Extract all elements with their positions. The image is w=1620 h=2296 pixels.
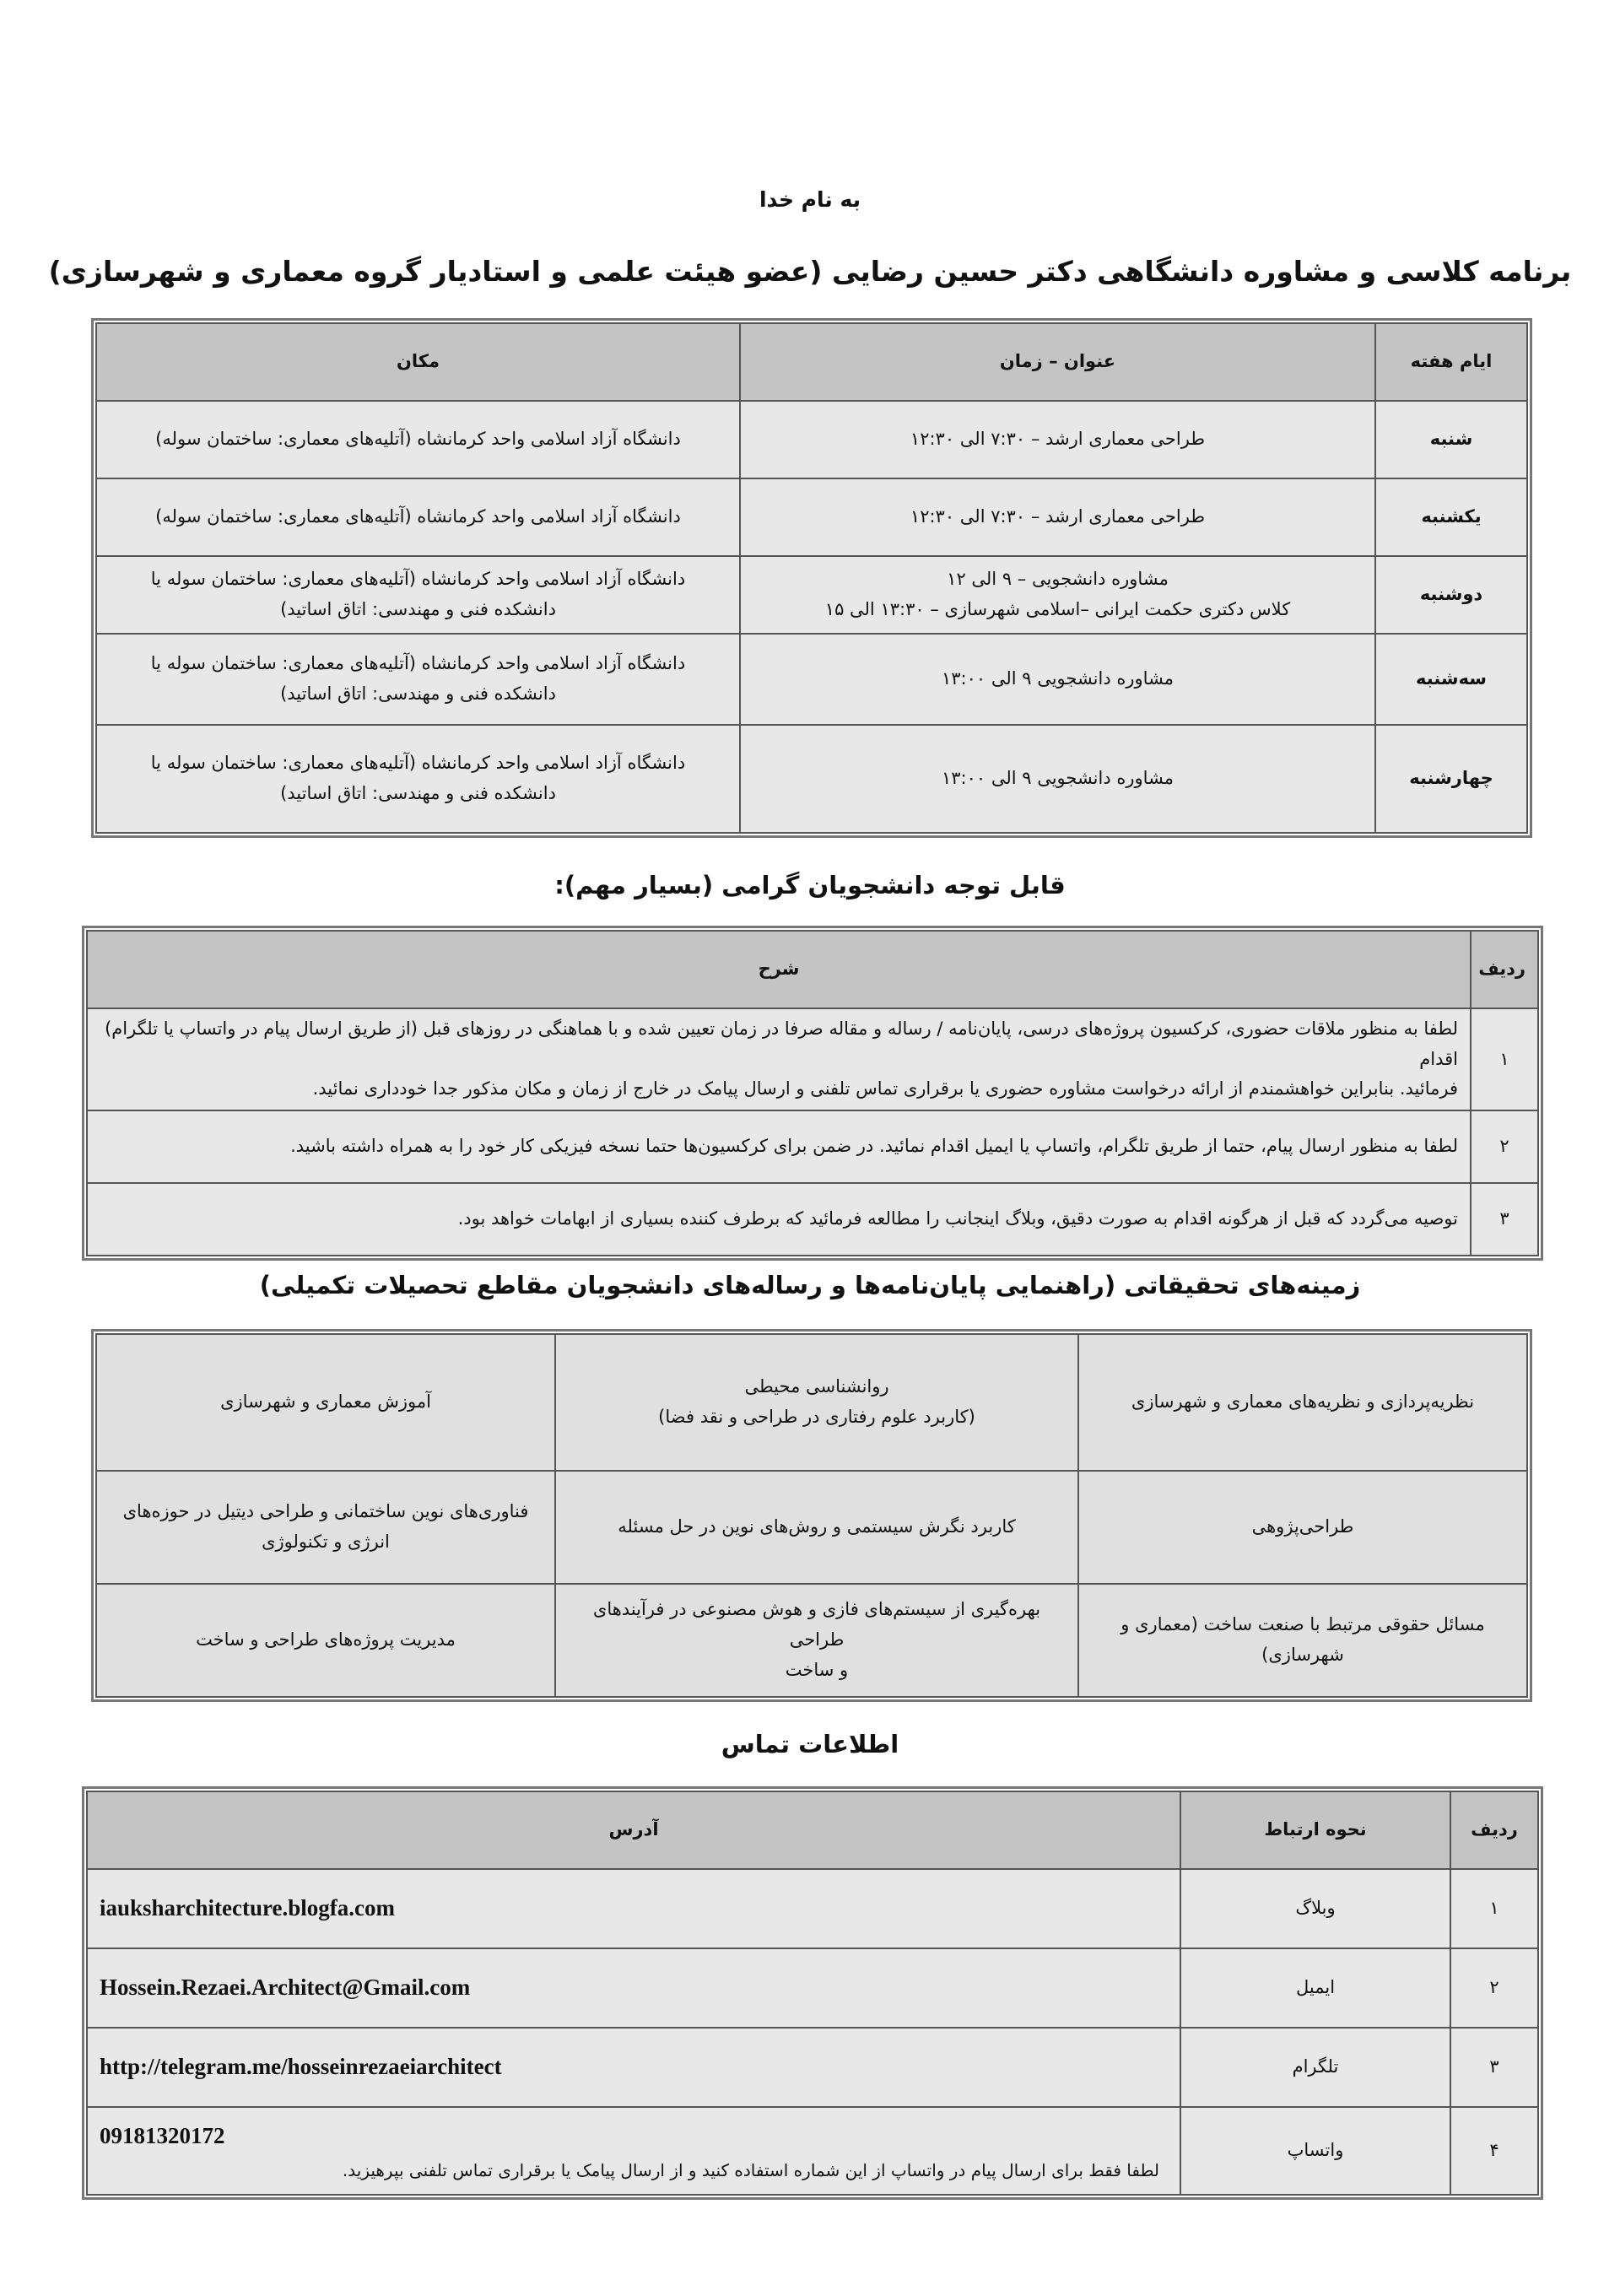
notes-desc — [87, 1008, 1471, 1110]
contact-row — [87, 1948, 1538, 2028]
research-topic-line: مسائل حقوقی مرتبط با صنعت ساخت (معماری و — [1120, 1614, 1485, 1635]
schedule-place-line: دانشکده فنی و مهندسی: اتاق اساتید) — [280, 599, 556, 619]
schedule-title-time — [740, 401, 1375, 478]
research-topic-line: و ساخت — [785, 1659, 849, 1680]
contact-note: لطفا فقط برای ارسال پیام در واتساپ از این شماره استفاده کنید و از ارسال پیامک یا برقراری تماس تلفنی بپرهیزید. — [342, 2159, 1159, 2180]
notes-index: ۳ — [1471, 1183, 1538, 1256]
schedule-title-time-line: مشاوره دانشجویی ۹ الی ۱۳:۰۰ — [941, 668, 1174, 689]
notes-header-row — [87, 931, 1538, 1008]
contact-address-value[interactable]: iauksharchitecture.blogfa.com — [100, 1895, 395, 1921]
schedule-place-line: دانشگاه آزاد اسلامی واحد کرمانشاه (آتلیه‌های معماری: ساختمان سوله) — [155, 429, 681, 450]
contact-header-row — [87, 1791, 1538, 1869]
schedule-title-time-line: طراحی معماری ارشد – ۷:۳۰ الی ۱۲:۳۰ — [910, 429, 1206, 450]
schedule-place — [96, 634, 740, 725]
schedule-place — [96, 478, 740, 556]
research-row — [96, 1334, 1527, 1471]
schedule-day: سه‌شنبه — [1375, 634, 1527, 725]
contact-table — [86, 1791, 1539, 2196]
research-topic-line: کاربرد نگرش سیستمی و روش‌های نوین در حل مسئله — [618, 1516, 1016, 1537]
schedule-title-time-line: مشاوره دانشجویی ۹ الی ۱۳:۰۰ — [941, 768, 1174, 789]
research-topic-line: فناوری‌های نوین ساختمانی و طراحی دیتیل در حوزه‌های — [122, 1501, 529, 1522]
research-topic — [96, 1334, 555, 1471]
header-index: ردیف — [1471, 931, 1538, 1008]
notes-title: قابل توجه دانشجویان گرامی (بسیار مهم): — [554, 871, 1066, 899]
schedule-place-line: دانشکده فنی و مهندسی: اتاق اساتید) — [280, 683, 556, 704]
contact-row — [87, 1869, 1538, 1948]
research-topic-line: طراحی‌پژوهی — [1251, 1516, 1354, 1537]
notes-row — [87, 1008, 1538, 1110]
research-topic-line: آموزش معماری و شهرسازی — [220, 1391, 431, 1413]
schedule-day: دوشنبه — [1375, 556, 1527, 634]
notes-desc-line: توصیه می‌گردد که قبل از هرگونه اقدام به صورت دقیق، وبلاگ اینجانب را مطالعه فرمائید که برطرف کننده بسیاری از ابهامات خواهد بود. — [457, 1208, 1458, 1229]
header-address: آدرس — [87, 1791, 1180, 1869]
contact-title: اطلاعات تماس — [721, 1730, 899, 1758]
notes-desc-line: فرمائید. بنابراین خواهشمندم از ارائه درخواست مشاوره حضوری یا برقراری تماس تلفنی و ارسال پیامک در خارج از زمان و مکان مذکور جدا خودداری نمائید. — [312, 1078, 1458, 1099]
schedule-day: چهارشنبه — [1375, 725, 1527, 833]
contact-index: ۴ — [1450, 2107, 1538, 2195]
schedule-title-time — [740, 725, 1375, 833]
research-topic-line: بهره‌گیری از سیستم‌های فازی و هوش مصنوعی در فرآیندهای طراحی — [592, 1599, 1041, 1650]
research-topic — [555, 1334, 1078, 1471]
basmala: به نام خدا — [759, 187, 861, 212]
contact-address-value[interactable]: 09181320172 — [100, 2123, 225, 2149]
header-day: ایام هفته — [1375, 323, 1527, 401]
research-row — [96, 1584, 1527, 1697]
notes-desc-line: لطفا به منظور ملاقات حضوری، کرکسیون پروژه‌های درسی، پایان‌نامه / رساله و مقاله صرفا در زمان تعیین شده و با هماهنگی در روزهای قبل (از طریق ارسال پیام در واتساپ یا تلگرام) اقدام — [105, 1018, 1458, 1069]
contact-index: ۱ — [1450, 1869, 1538, 1948]
schedule-place — [96, 556, 740, 634]
schedule-place — [96, 725, 740, 833]
research-topic-line: انرژی و تکنولوژی — [262, 1532, 390, 1552]
schedule-title-time-line: کلاس دکتری حکمت ایرانی –اسلامی شهرسازی – ۱۳:۳۰ الی ۱۵ — [824, 599, 1291, 619]
contact-index: ۳ — [1450, 2028, 1538, 2107]
header-place: مکان — [96, 323, 740, 401]
contact-address-value[interactable]: http://telegram.me/hosseinrezaeiarchitect — [100, 2054, 502, 2080]
schedule-row — [96, 725, 1527, 833]
schedule-place-line: دانشگاه آزاد اسلامی واحد کرمانشاه (آتلیه‌های معماری: ساختمان سوله یا — [150, 753, 686, 774]
header-method: نحوه ارتباط — [1180, 1791, 1450, 1869]
research-table — [95, 1333, 1528, 1698]
schedule-header-row — [96, 323, 1527, 401]
schedule-place-line: دانشکده فنی و مهندسی: اتاق اساتید) — [280, 783, 556, 803]
schedule-title-time — [740, 478, 1375, 556]
header-index: ردیف — [1450, 1791, 1538, 1869]
schedule-place — [96, 401, 740, 478]
contact-address[interactable] — [87, 2107, 1180, 2195]
research-topic — [1078, 1471, 1527, 1584]
research-row — [96, 1471, 1527, 1584]
schedule-row — [96, 556, 1527, 634]
research-title: زمینه‌های تحقیقاتی (راهنمایی پایان‌نامه‌ها و رساله‌های دانشجویان مقاطع تحصیلات تکمیلی) — [259, 1271, 1361, 1299]
research-topic — [1078, 1584, 1527, 1697]
research-topic-line: نظریه‌پردازی و نظریه‌های معماری و شهرسازی — [1131, 1391, 1475, 1413]
page-title: برنامه کلاسی و مشاوره دانشگاهی دکتر حسین رضایی (عضو هیئت علمی و استادیار گروه معماری و شهرسازی) — [48, 255, 1572, 288]
research-topic — [96, 1471, 555, 1584]
header-title-time: عنوان – زمان — [740, 323, 1375, 401]
schedule-title-time-line: طراحی معماری ارشد – ۷:۳۰ الی ۱۲:۳۰ — [910, 506, 1206, 527]
schedule-day: یکشنبه — [1375, 478, 1527, 556]
notes-desc — [87, 1183, 1471, 1256]
contact-index: ۲ — [1450, 1948, 1538, 2028]
research-topic-line: مدیریت پروژه‌های طراحی و ساخت — [196, 1629, 456, 1650]
contact-method: ایمیل — [1180, 1948, 1450, 2028]
contact-address[interactable] — [87, 1869, 1180, 1948]
notes-desc — [87, 1110, 1471, 1183]
notes-index: ۱ — [1471, 1008, 1538, 1110]
research-topic — [96, 1584, 555, 1697]
schedule-place-line: دانشگاه آزاد اسلامی واحد کرمانشاه (آتلیه‌های معماری: ساختمان سوله) — [155, 506, 681, 527]
schedule-title-time-line: مشاوره دانشجویی – ۹ الی ۱۲ — [947, 569, 1169, 590]
schedule-title-time — [740, 634, 1375, 725]
research-topic-line: روانشناسی محیطی — [744, 1376, 889, 1397]
contact-method: تلگرام — [1180, 2028, 1450, 2107]
schedule-row — [96, 634, 1527, 725]
research-topic — [555, 1584, 1078, 1697]
research-topic-line: (کاربرد علوم رفتاری در طراحی و نقد فضا) — [658, 1407, 975, 1427]
contact-address[interactable] — [87, 2028, 1180, 2107]
schedule-row — [96, 401, 1527, 478]
research-topic — [1078, 1334, 1527, 1471]
notes-desc-line: لطفا به منظور ارسال پیام، حتما از طریق تلگرام، واتساپ یا ایمیل اقدام نمائید. در ضمن برای کرکسیون‌ها حتما نسخه فیزیکی کار خود را به همراه داشته باشید. — [290, 1136, 1458, 1157]
schedule-place-line: دانشگاه آزاد اسلامی واحد کرمانشاه (آتلیه‌های معماری: ساختمان سوله یا — [150, 569, 686, 590]
notes-row — [87, 1183, 1538, 1256]
contact-row — [87, 2028, 1538, 2107]
schedule-table — [95, 322, 1528, 834]
schedule-day: شنبه — [1375, 401, 1527, 478]
contact-method: واتساپ — [1180, 2107, 1450, 2195]
contact-address[interactable] — [87, 1948, 1180, 2028]
schedule-place-line: دانشگاه آزاد اسلامی واحد کرمانشاه (آتلیه‌های معماری: ساختمان سوله یا — [150, 653, 686, 674]
contact-row — [87, 2107, 1538, 2195]
research-topic-line: شهرسازی) — [1261, 1645, 1344, 1665]
contact-address-value[interactable]: Hossein.Rezaei.Architect@Gmail.com — [100, 1975, 471, 2001]
contact-method: وبلاگ — [1180, 1869, 1450, 1948]
header-desc: شرح — [87, 931, 1471, 1008]
notes-table — [86, 930, 1539, 1256]
schedule-title-time — [740, 556, 1375, 634]
schedule-row — [96, 478, 1527, 556]
notes-index: ۲ — [1471, 1110, 1538, 1183]
research-topic — [555, 1471, 1078, 1584]
notes-row — [87, 1110, 1538, 1183]
